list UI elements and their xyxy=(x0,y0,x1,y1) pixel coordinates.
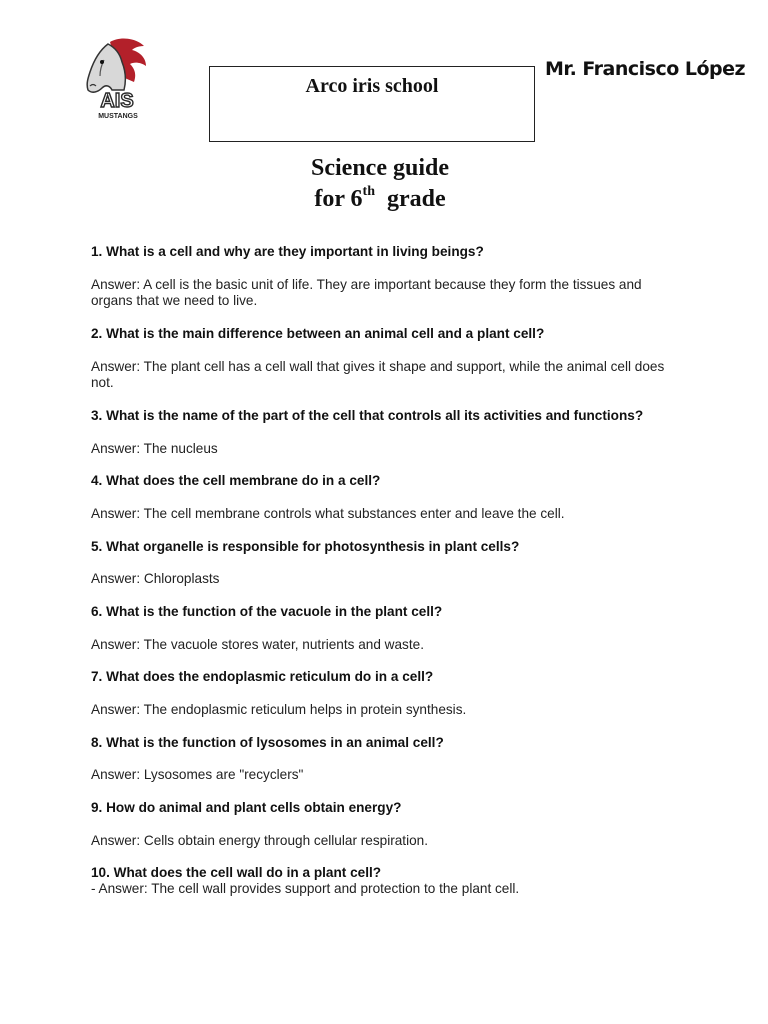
grade-word: grade xyxy=(387,186,446,212)
answer: Answer: A cell is the basic unit of life. They are important because they form the tissues and organs that we need to live. xyxy=(91,277,642,308)
qa-item xyxy=(91,669,671,685)
qa-answer xyxy=(91,702,671,718)
qa-answer xyxy=(91,506,671,522)
answer: Answer: The vacuole stores water, nutrients and waste. xyxy=(91,637,424,652)
page-subtitle xyxy=(0,186,760,213)
answer: - Answer: The cell wall provides support and protection to the plant cell. xyxy=(91,881,520,896)
question: 2. What is the main difference between an animal cell and a plant cell? xyxy=(91,326,545,341)
answer: Answer: The nucleus xyxy=(91,441,218,456)
question: 3. What is the name of the part of the cell that controls all its activities and functions? xyxy=(91,408,644,423)
qa-answer xyxy=(91,441,671,457)
question: 5. What organelle is responsible for photosynthesis in plant cells? xyxy=(91,539,520,554)
qa-answer xyxy=(91,359,671,391)
qa-answer xyxy=(91,767,671,783)
qa-item xyxy=(91,408,671,424)
logo-subtext: MUSTANGS xyxy=(98,113,138,120)
question: 8. What is the function of lysosomes in an animal cell? xyxy=(91,735,444,750)
grade-ordinal: th xyxy=(362,184,375,199)
answer: Answer: The plant cell has a cell wall that gives it shape and support, while the animal cell does not. xyxy=(91,359,665,390)
school-logo xyxy=(80,36,154,120)
answer: Answer: Cells obtain energy through cellular respiration. xyxy=(91,833,428,848)
page-title: Science guide xyxy=(311,155,449,181)
answer: Answer: The cell membrane controls what substances enter and leave the cell. xyxy=(91,506,565,521)
qa-answer xyxy=(91,277,671,309)
grade-prefix: for 6 xyxy=(314,186,363,212)
question: 7. What does the endoplasmic reticulum do in a cell? xyxy=(91,669,434,684)
qa-item xyxy=(91,604,671,620)
teacher-name: Mr. Francisco López xyxy=(545,58,746,80)
question: 9. How do animal and plant cells obtain energy? xyxy=(91,800,402,815)
qa-item xyxy=(91,326,671,342)
qa-item xyxy=(91,539,671,555)
question: 6. What is the function of the vacuole in the plant cell? xyxy=(91,604,443,619)
qa-answer xyxy=(91,833,671,849)
logo-text: AIS xyxy=(100,90,134,112)
qa-item xyxy=(91,735,671,751)
question: 4. What does the cell membrane do in a cell? xyxy=(91,473,381,488)
qa-answer xyxy=(91,571,671,587)
qa-item xyxy=(91,244,671,260)
qa-answer xyxy=(91,637,671,653)
school-name-box xyxy=(209,66,535,142)
question: 10. What does the cell wall do in a plant cell? xyxy=(91,865,382,880)
school-name: Arco iris school xyxy=(305,75,439,97)
qa-item xyxy=(91,865,671,897)
answer: Answer: The endoplasmic reticulum helps in protein synthesis. xyxy=(91,702,467,717)
qa-item xyxy=(91,800,671,816)
qa-item xyxy=(91,473,671,489)
answer: Answer: Chloroplasts xyxy=(91,571,220,586)
answer: Answer: Lysosomes are "recyclers" xyxy=(91,767,304,782)
question: 1. What is a cell and why are they important in living beings? xyxy=(91,244,484,259)
